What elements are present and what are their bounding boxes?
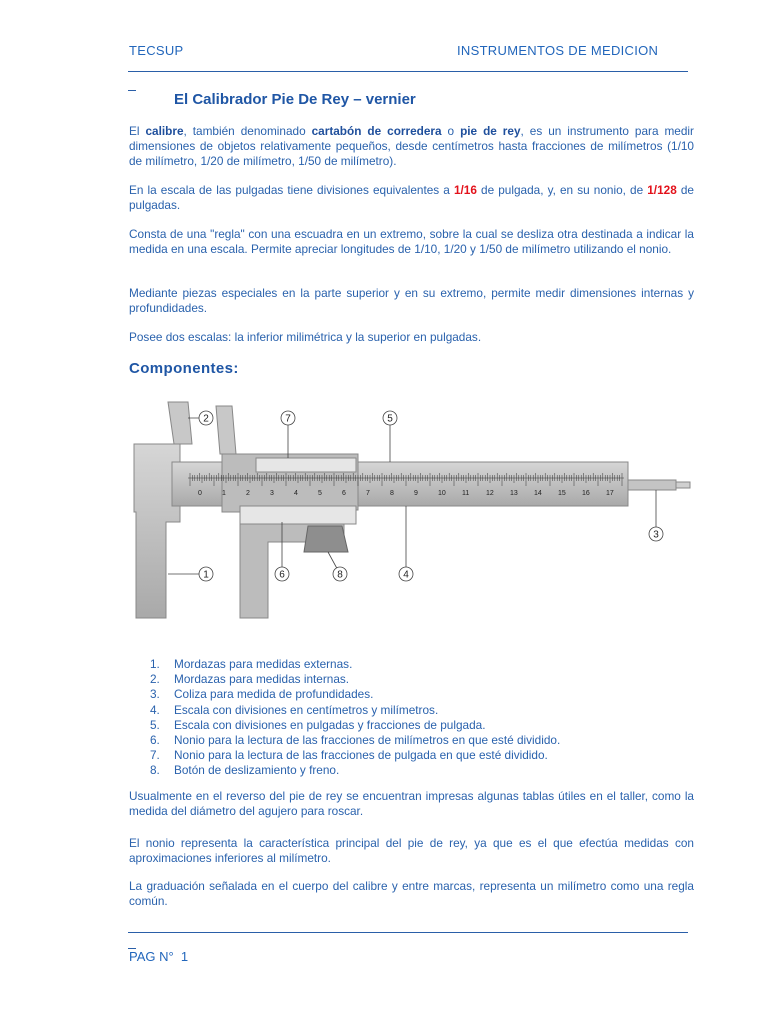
fixed-inner-jaw	[168, 402, 192, 444]
list-text: Nonio para la lectura de las fracciones de pulgada en que esté dividido.	[174, 748, 548, 763]
list-item	[128, 718, 560, 733]
paragraph-5: Posee dos escalas: la inferior milimétrica y la superior en pulgadas.	[129, 330, 482, 344]
callout-label: 2	[203, 413, 209, 425]
list-item	[128, 703, 560, 718]
scale-number: 5	[318, 490, 322, 497]
scale-number: 4	[294, 490, 298, 497]
p1-text-2: , también denominado	[183, 124, 312, 138]
p2-text-3: de pulgadas.	[129, 183, 694, 212]
scale-number: 15	[558, 490, 566, 497]
scale-number: 9	[414, 490, 418, 497]
vernier-caliper-figure	[128, 392, 694, 628]
p1-text-3: o	[441, 124, 461, 138]
list-item	[128, 763, 560, 778]
thumb-button	[304, 526, 348, 552]
p2-red-1-128: 1/128	[647, 183, 677, 197]
scale-number: 2	[246, 490, 250, 497]
scale-number: 3	[270, 490, 274, 497]
footer-rule	[128, 932, 688, 933]
paragraph-7: El nonio representa la característica principal del pie de rey, ya que es el que efectúa medidas con aproximaciones inferiores al milímetro.	[129, 836, 694, 865]
callout-label: 8	[337, 569, 343, 581]
list-number: 6.	[150, 732, 160, 747]
list-text: Escala con divisiones en centímetros y milímetros.	[174, 702, 439, 717]
paragraph-8: La graduación señalada en el cuerpo del calibre y entre marcas, representa un milímetro como una regla común.	[129, 879, 694, 908]
metric-vernier	[240, 506, 356, 524]
list-number: 8.	[150, 763, 160, 778]
p2-text-2: de pulgada, y, en su nonio, de	[476, 183, 648, 197]
paragraph-4: Mediante piezas especiales en la parte superior y en su extremo, permite medir dimensiones internas y profundidades.	[129, 286, 694, 315]
header-left: TECSUP	[129, 43, 184, 58]
page-label: PAG N°	[129, 949, 174, 964]
paragraph-6: Usualmente en el reverso del pie de rey se encuentran impresas algunas tablas útiles en el taller, como la medida del diámetro del agujero para roscar.	[129, 789, 694, 818]
page-number	[129, 949, 188, 964]
components-list	[128, 657, 560, 779]
scale-number: 16	[582, 490, 590, 497]
callout-label: 4	[403, 569, 409, 581]
callout-label: 5	[387, 413, 393, 425]
list-item	[128, 733, 560, 748]
callout-label: 1	[203, 569, 209, 581]
p2-text-1: En la escala de las pulgadas tiene divisiones equivalentes a	[129, 183, 454, 197]
callout-label: 7	[285, 413, 291, 425]
scale-number: 13	[510, 490, 518, 497]
p1-text-4: , es un instrumento para medir dimensiones de objetos relativamente pequeños, desde centímetros hasta fracciones de milímetros (1/10 de milímetro, 1/20 de milímetro, 1/50 de milímetro).	[129, 124, 694, 168]
scale-number: 12	[486, 490, 494, 497]
list-item	[128, 672, 560, 687]
list-item	[128, 748, 560, 763]
scale-number: 11	[462, 490, 470, 497]
scale-number: 10	[438, 490, 446, 497]
list-text: Coliza para medida de profundidades.	[174, 687, 374, 702]
scale-number: 17	[606, 490, 614, 497]
scale-number: 8	[390, 490, 394, 497]
page-title: El Calibrador Pie De Rey – vernier	[174, 91, 416, 108]
header-rule-tick	[128, 90, 136, 91]
p1-bold-cartabon: cartabón de corredera	[311, 124, 442, 138]
scale-number: 0	[198, 490, 202, 497]
p1-bold-pie-de-rey: pie de rey	[460, 124, 521, 138]
list-number: 2.	[150, 672, 160, 687]
paragraph-1	[129, 124, 694, 168]
list-number: 5.	[150, 717, 160, 732]
list-item	[128, 657, 560, 672]
inch-vernier	[256, 458, 356, 472]
paragraph-3: Consta de una "regla" con una escuadra en un extremo, sobre la cual se desliza otra destinada a indicar la medida en una escala. Permite apreciar longitudes de 1/10, 1/20 y 1/50 de milímetro utilizando el nonio.	[129, 227, 694, 256]
list-text: Nonio para la lectura de las fracciones de milímetros en que esté dividido.	[174, 732, 561, 747]
list-text: Botón de deslizamiento y freno.	[174, 763, 340, 778]
scale-number: 14	[534, 490, 542, 497]
list-number: 7.	[150, 748, 160, 763]
components-heading: Componentes:	[129, 360, 239, 377]
list-number: 4.	[150, 702, 160, 717]
list-number: 3.	[150, 687, 160, 702]
list-item	[128, 687, 560, 702]
p1-text-1: El	[129, 124, 146, 138]
callout-label: 3	[653, 529, 659, 541]
scale-number: 7	[366, 490, 370, 497]
depth-rod-tip	[676, 482, 690, 488]
sliding-inner-jaw	[216, 406, 236, 454]
callout-label: 6	[279, 569, 285, 581]
header-rule	[128, 71, 688, 72]
list-text: Escala con divisiones en pulgadas y fracciones de pulgada.	[174, 717, 486, 732]
depth-rod	[628, 480, 676, 490]
list-text: Mordazas para medidas externas.	[174, 657, 353, 671]
header-right: INSTRUMENTOS DE MEDICION	[457, 43, 659, 58]
list-number: 1.	[150, 657, 160, 671]
list-text: Mordazas para medidas internas.	[174, 672, 350, 687]
page-number-value: 1	[180, 949, 189, 964]
scale-number: 6	[342, 490, 346, 497]
paragraph-2	[129, 183, 694, 213]
p2-red-1-16: 1/16	[453, 183, 477, 197]
scale-number: 1	[222, 490, 226, 497]
p1-bold-calibre: calibre	[145, 124, 184, 138]
